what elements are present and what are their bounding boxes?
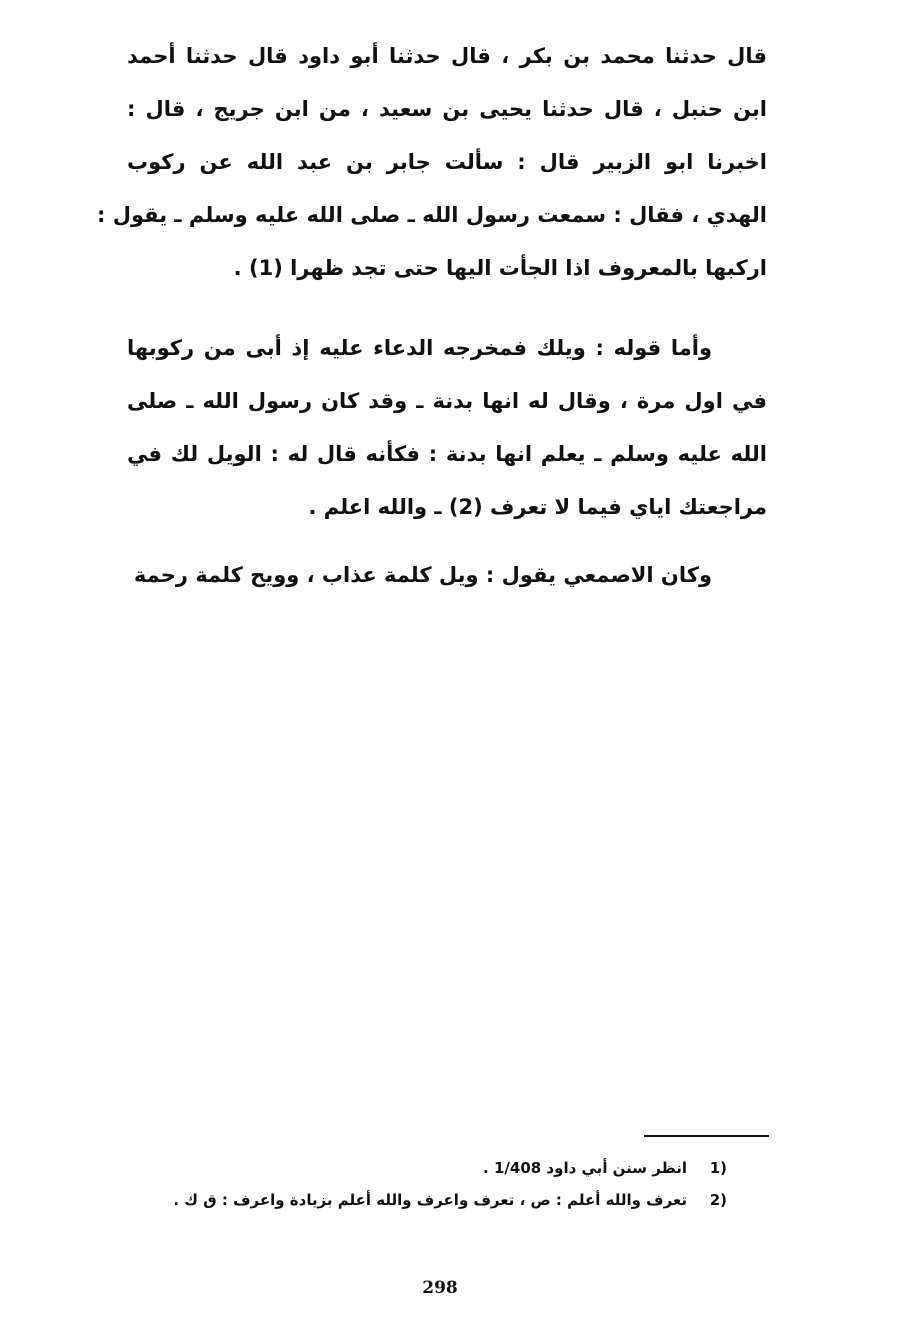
page-number: 298 <box>422 1278 458 1298</box>
footnote-separator <box>644 1135 769 1137</box>
text-line: قال حدثنا محمد بن بكر ، قال حدثنا أبو داود قال حدثنا أحمد <box>127 44 767 68</box>
text-line: ابن حنبل ، قال حدثنا يحيى بن سعيد ، من ابن جريج ، قال : <box>127 97 767 121</box>
text-line: وكان الاصمعي يقول : ويل كلمة عذاب ، وويح كلمة رحمة <box>133 563 712 587</box>
text-line: اركبها بالمعروف اذا الجأت اليها حتى تجد ظهرا (1) . <box>233 256 767 280</box>
footnotes <box>127 1152 727 1216</box>
paragraph-asmai-quote <box>127 549 767 602</box>
text-line: الهدي ، فقال : سمعت رسول الله ـ صلى الله عليه وسلم ـ يقول : <box>97 203 767 227</box>
paragraph-explanation <box>127 322 767 534</box>
footnote-number: (1 <box>709 1159 727 1177</box>
footnote-item <box>127 1152 727 1184</box>
text-line: اخبرنا ابو الزبير قال : سألت جابر بن عبد الله عن ركوب <box>127 150 767 174</box>
footnote-number: (2 <box>709 1191 727 1209</box>
text-line: الله عليه وسلم ـ يعلم انها بدنة : فكأنه قال له : الويل لك في <box>127 442 767 466</box>
text-line: في اول مرة ، وقال له انها بدنة ـ وقد كان رسول الله ـ صلى <box>127 389 767 413</box>
text-line: وأما قوله : ويلك فمخرجه الدعاء عليه إذ أبى من ركوبها <box>127 336 712 360</box>
paragraph-hadith-chain <box>97 30 767 295</box>
text-line: مراجعتك اياي فيما لا تعرف (2) ـ والله اعلم . <box>308 495 767 519</box>
footnote-text: انظر سنن أبي داود 1/408 . <box>483 1159 687 1177</box>
footnote-text: تعرف والله أعلم : ص ، تعرف واعرف والله أعلم بزيادة واعرف : ق ك . <box>173 1191 687 1209</box>
footnote-item <box>127 1184 727 1216</box>
